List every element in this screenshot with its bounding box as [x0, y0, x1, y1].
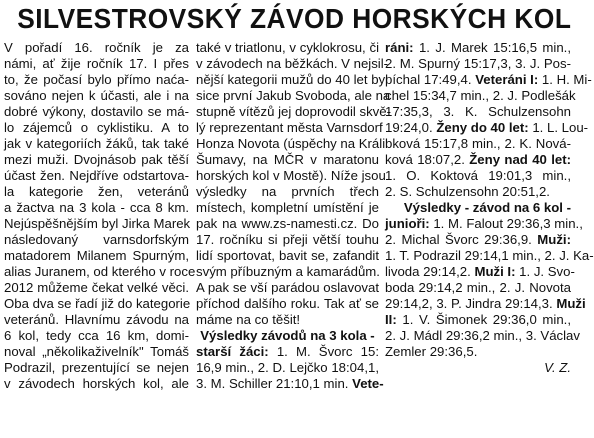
- text-line: matadorem Milanem Spurným,: [4, 248, 189, 263]
- results-text: 1. H. Mi-: [538, 72, 592, 87]
- results-heading: Výsledky závodů na 3 kola -: [200, 328, 375, 343]
- results-text: 1. J. Svo-: [515, 264, 575, 279]
- text-line: jak v kategoriích žáků, tak také: [4, 136, 189, 151]
- text-line: a žactva na 3 kola - cca 8 km.: [4, 200, 189, 215]
- results-line: 16,9 min., 2. D. Lejčko 18:04,1,: [196, 360, 379, 375]
- results-text: píchal 17:49,4.: [385, 72, 472, 87]
- text-line: la kategorie žen, veteránů: [4, 184, 189, 199]
- text-line: následovaný varnsdorfským: [4, 232, 189, 247]
- category-label: Veteráni I:: [475, 72, 539, 87]
- headline: SILVESTROVSKÝ ZÁVOD HORSKÝCH KOL: [17, 3, 572, 34]
- results-line: 1. T. Podrazil 29:14,1 min., 2. J. Ka-: [385, 248, 594, 263]
- category-label: Muži I:: [474, 264, 516, 279]
- results-text: 19:24,0.: [385, 120, 433, 135]
- text-line: v závodech horských kol, ale: [4, 376, 189, 391]
- results-text: livoda 29:14,2.: [385, 264, 471, 279]
- text-line: alias Juranem, od kterého v roce: [4, 264, 196, 279]
- text-line: to, že počasí bylo přímo naća-: [4, 72, 189, 87]
- results-line: 17:35,3, 3. K. Schulzensohn: [385, 104, 571, 119]
- results-line: 2. M. Spurný 15:17,3, 3. J. Pos-: [385, 56, 571, 71]
- results-line: [385, 312, 571, 328]
- results-line: [385, 264, 575, 280]
- results-line: [385, 40, 571, 56]
- category-label: II:: [385, 312, 397, 327]
- text-line: nější kategorii mužů do 40 let byl: [196, 72, 389, 87]
- text-line: dobré výkony, dostavilo se má-: [4, 104, 189, 119]
- text-line: Podrazil, prezentující se nejen: [4, 360, 189, 375]
- results-text: 1. M. Švorc 15:: [268, 344, 379, 359]
- category-label: starší žáci:: [196, 344, 269, 359]
- results-text: 29:14,2, 3. P. Jindra 29:14,3.: [385, 296, 553, 311]
- text-line: účast žen. Nejdříve odstartova-: [4, 168, 189, 183]
- text-line: příchod dalšího roku. Tak ať se: [196, 296, 379, 311]
- results-text: 2. Michal Švorc 29:36,9.: [385, 232, 538, 247]
- results-line: 2. J. Mádl 29:36,2 min., 3. Václav: [385, 328, 580, 343]
- text-line: 2012 můžeme čekat velké věci.: [4, 280, 189, 295]
- text-line: Honza Novota (úspěchy na Králi: [196, 136, 386, 151]
- text-line: Šumavy, na MČR v maratonu: [196, 152, 379, 167]
- text-line: 6 kol, tedy cca 16 km, domi-: [4, 328, 189, 343]
- results-line: [196, 344, 379, 360]
- text-line: také v triatlonu, v cyklokrosu, či: [196, 40, 379, 55]
- results-line: Zemler 29:36,5.: [385, 344, 478, 359]
- results-line: [385, 216, 583, 232]
- text-line: horských kol v Mostě). Níže jsou: [196, 168, 386, 183]
- results-line: [385, 296, 586, 312]
- text-line: pak na www.zs-namesti.cz. Do: [196, 216, 379, 231]
- results-text: 1. V. Šimonek 29:36,0 min.,: [396, 312, 571, 327]
- category-label: Ženy nad 40 let:: [469, 152, 571, 167]
- results-heading: Výsledky - závod na 6 kol -: [403, 200, 571, 215]
- results-line: [385, 152, 571, 168]
- text-line: výsledky na prvních třech: [196, 184, 379, 199]
- text-line: lo zájemců o cyklistiku. A to: [4, 120, 189, 135]
- text-line: v závodech na běžkách. V nejsil-: [196, 56, 389, 71]
- results-line: 1. O. Koktová 19:01,3 min.,: [385, 168, 571, 183]
- text-line: A pak se vší parádou oslavovat: [196, 280, 379, 295]
- results-line: boda 29:14,2 min., 2. J. Novota: [385, 280, 571, 295]
- category-label: Muži:: [537, 232, 571, 247]
- results-line: [385, 72, 592, 88]
- text-line: lý reprezentant města Varnsdorf: [196, 120, 383, 135]
- results-line: chel 15:34,7 min., 2. J. Podlešák: [385, 88, 576, 103]
- category-label: junioři:: [385, 216, 430, 231]
- text-line: máme na co těšit!: [196, 312, 301, 327]
- results-text: 1. J. Marek 15:16,5 min.,: [413, 40, 571, 55]
- category-label: ráni:: [385, 40, 414, 55]
- results-text: 3. M. Schiller 21:10,1 min.: [196, 376, 353, 391]
- column-3: [385, 40, 594, 436]
- text-line: sice první Jakub Svoboda, ale na: [196, 88, 391, 103]
- text-line: Nejúspěšnějším byl Jirka Marek: [4, 216, 191, 231]
- results-line: [385, 120, 589, 136]
- text-line: sováno nejen k účasti, ale i na: [4, 88, 189, 103]
- text-line: 17. ročníku si přeji větší touhu: [196, 232, 379, 247]
- text-line: místech, kompletní umístění je: [196, 200, 379, 215]
- results-line: [196, 376, 384, 392]
- text-line: lidí sportovat, bavit se, zafandit: [196, 248, 379, 263]
- results-line: [385, 232, 571, 248]
- results-text: 1. M. Falout 29:36,3 min.,: [429, 216, 583, 231]
- results-text: 1. L. Lou-: [528, 120, 589, 135]
- category-label: Vete-: [352, 376, 384, 391]
- text-line: mezi muži. Dvojnásob pak těší: [4, 152, 189, 167]
- results-line: 2. S. Schulzensohn 20:51,2.: [385, 184, 550, 199]
- text-line: svým příbuzným a kamarádům.: [196, 264, 380, 279]
- text-line: noval „několikaživelník" Tomáš: [4, 344, 189, 359]
- author-signature: V. Z.: [544, 360, 571, 375]
- text-line: námi, ať žije ročník 17. I přes: [4, 56, 189, 71]
- text-line: veteránů. Hlavnímu závodu na: [4, 312, 189, 327]
- text-line: V pořadí 16. ročník je za: [4, 40, 189, 55]
- column-2: [196, 40, 391, 436]
- results-text: ková 18:07,2.: [385, 152, 465, 167]
- results-line: bková 15:17,8 min., 2. K. Nová-: [385, 136, 571, 151]
- text-line: stupně vítězů jej doprovodil skvě-: [196, 104, 391, 119]
- category-label: Muži: [556, 296, 586, 311]
- category-label: Ženy do 40 let:: [436, 120, 529, 135]
- column-1: [4, 40, 196, 436]
- text-line: Oba dva se řadí již do kategorie: [4, 296, 191, 311]
